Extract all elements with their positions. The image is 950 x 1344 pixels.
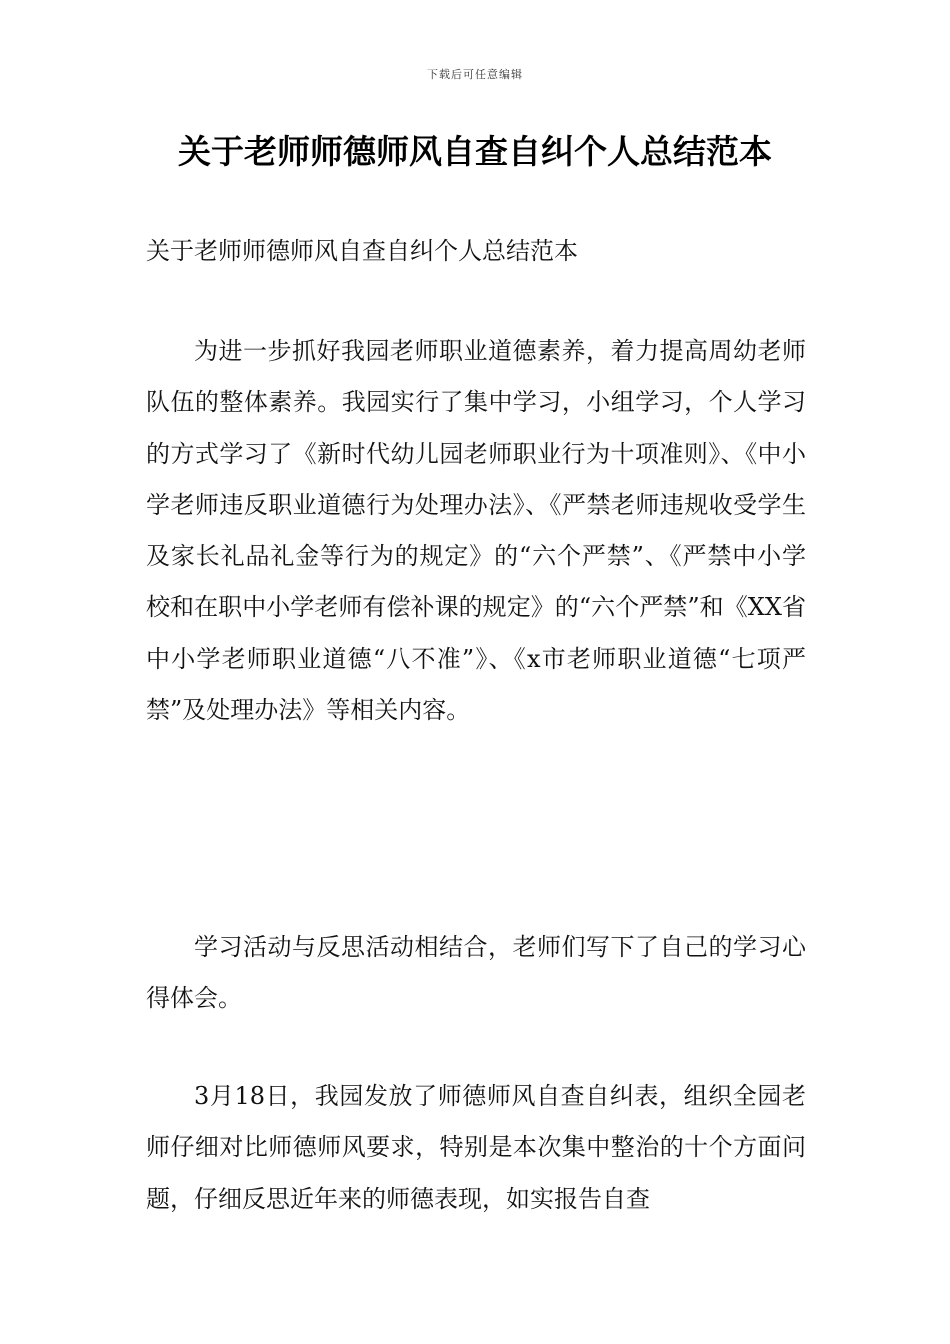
paragraph-study-content: 为进一步抓好我园老师职业道德素养，着力提高周幼老师队伍的整体素养。我园实行了集中学习，小组学习，个人学习的方式学习了《新时代幼儿园老师职业行为十项准则》、《中小学老师违反职业道德行为处理办法》、《严禁老师违规收受学生及家长礼品礼金等行为的规定》的“六个严禁”、《严禁中小学校和在职中小学老师有偿补课的规定》的“六个严禁”和《XX省中小学老师职业道德“八不准”》、《x市老师职业道德“七项严禁”及处理办法》等相关内容。 [146, 337, 806, 725]
paragraph-reflection: 学习活动与反思活动相结合，老师们写下了自己的学习心得体会。 [146, 933, 806, 1013]
paragraph-self-check: 3月18日，我园发放了师德师风自查自纠表，组织全园老师仔细对比师德师风要求，特别是本次集中整治的十个方面问题，仔细反思近年来的师德表现，如实报告自查 [146, 1082, 806, 1213]
header-note: 下载后可任意编辑 [427, 68, 523, 81]
document-subtitle: 关于老师师德师风自查自纠个人总结范本 [146, 237, 578, 265]
document-title: 关于老师师德师风自查自纠个人总结范本 [178, 132, 772, 171]
